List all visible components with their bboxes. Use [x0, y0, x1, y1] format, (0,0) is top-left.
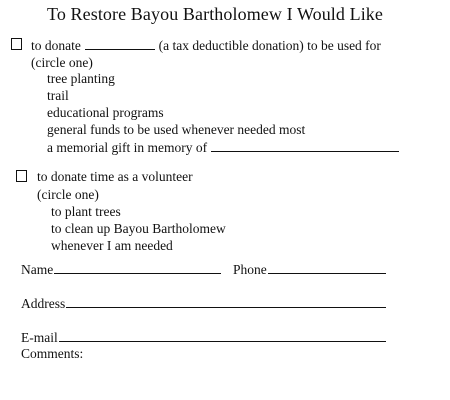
address-label: Address	[21, 296, 66, 311]
phone-label: Phone	[233, 262, 267, 277]
option-general-funds[interactable]: general funds to be used whenever needed most	[47, 122, 306, 137]
memorial-name-field[interactable]	[211, 139, 399, 152]
option-educational-programs[interactable]: educational programs	[47, 105, 164, 120]
memorial-gift-label: a memorial gift in memory of	[47, 140, 208, 155]
address-field[interactable]	[66, 295, 386, 308]
volunteer-checkbox[interactable]	[16, 170, 27, 182]
option-tree-planting[interactable]: tree planting	[47, 71, 115, 86]
email-field[interactable]	[59, 329, 386, 342]
option-memorial-gift[interactable]	[47, 139, 399, 156]
donate-suffix: (a tax deductible donation) to be used for	[158, 38, 381, 53]
option-trail[interactable]: trail	[47, 88, 69, 103]
option-plant-trees[interactable]: to plant trees	[51, 204, 121, 219]
option-clean-up-bayou[interactable]: to clean up Bayou Bartholomew	[51, 221, 226, 236]
donate-checkbox[interactable]	[11, 38, 22, 50]
comments-label: Comments:	[21, 346, 84, 361]
phone-field[interactable]	[268, 261, 386, 274]
donate-prefix: to donate	[31, 38, 81, 53]
donate-line	[31, 37, 381, 54]
volunteer-label: to donate time as a volunteer	[37, 169, 193, 184]
name-row	[21, 261, 221, 278]
option-whenever-needed[interactable]: whenever I am needed	[51, 238, 173, 253]
address-row	[21, 295, 386, 312]
donation-circle-one: (circle one)	[31, 55, 93, 70]
email-label: E-mail	[21, 330, 58, 345]
email-row	[21, 329, 386, 346]
volunteer-circle-one: (circle one)	[37, 187, 99, 202]
donation-amount-field[interactable]	[85, 37, 155, 50]
phone-row	[233, 261, 386, 278]
form-title: To Restore Bayou Bartholomew I Would Like	[46, 4, 383, 24]
name-label: Name	[21, 262, 54, 277]
name-field[interactable]	[54, 261, 221, 274]
